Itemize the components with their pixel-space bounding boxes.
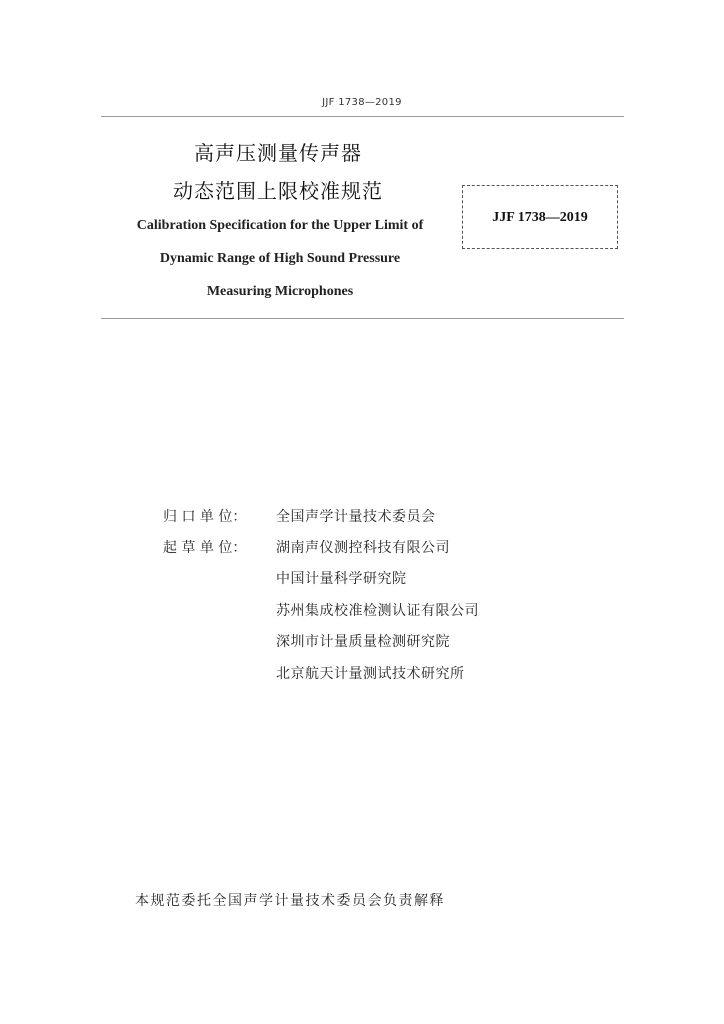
title-english-line-2: Dynamic Range of High Sound Pressure [159,251,401,266]
drafting-unit-label: 起 草 单 位： [163,540,247,556]
header-rule [101,116,624,117]
title-english-line-3: Measuring Microphones [206,284,354,299]
title-chinese-line-1: 高声压测量传声器 [194,141,362,165]
specification-code: JJF 1738—2019 [492,210,588,225]
drafting-unit-item: 中国计量科学研究院 [276,571,407,587]
responsible-unit-label: 归 口 单 位： [163,509,247,525]
title-chinese-line-2: 动态范围上限校准规范 [173,179,383,203]
title-bottom-rule [101,318,624,319]
drafting-unit-item: 北京航天计量测试技术研究所 [276,666,465,682]
specification-code-box [462,185,618,249]
responsible-unit-value: 全国声学计量技术委员会 [276,509,436,525]
drafting-unit-row [163,537,275,557]
drafting-unit-item: 深圳市计量质量检测研究院 [276,634,450,650]
drafting-unit-item: 苏州集成校准检测认证有限公司 [276,603,479,619]
running-header: JJF 1738—2019 [322,97,402,108]
drafting-unit-item: 湖南声仪测控科技有限公司 [276,540,450,556]
title-english-line-1: Calibration Specification for the Upper Limit of [136,218,424,233]
interpretation-note: 本规范委托全国声学计量技术委员会负责解释 [135,893,445,909]
responsible-unit-row [163,506,436,526]
